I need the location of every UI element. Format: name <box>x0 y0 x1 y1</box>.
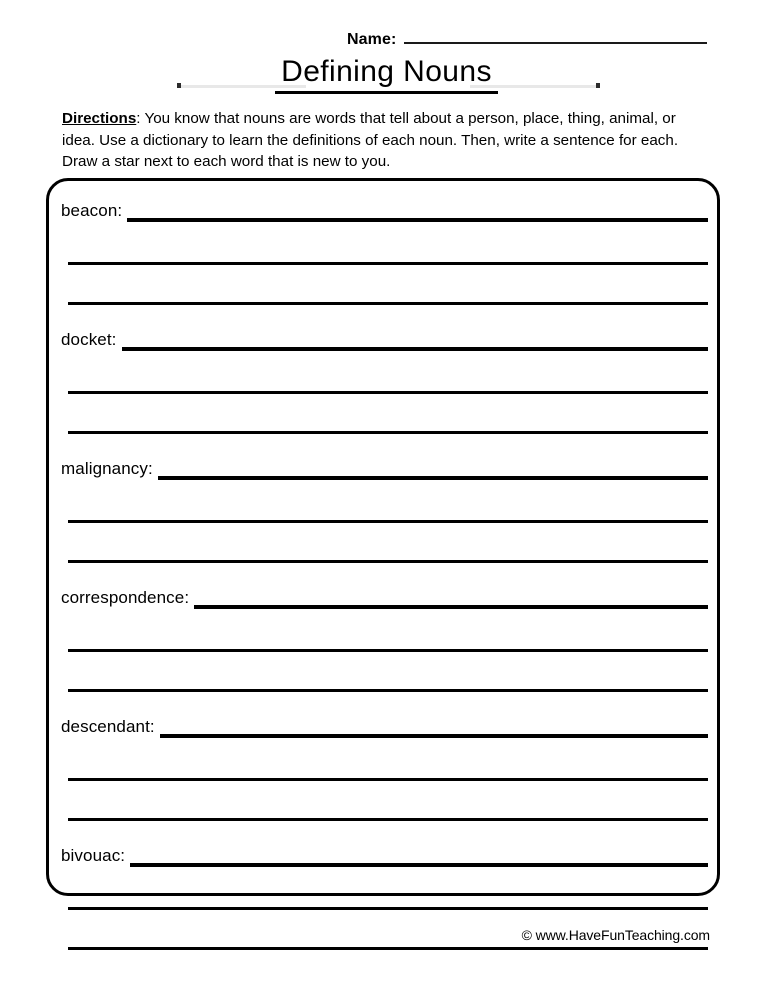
entry-write-line[interactable] <box>68 265 708 305</box>
directions-label: Directions <box>62 110 137 127</box>
entry-word-label: malignancy: <box>61 459 153 478</box>
entry-item <box>61 708 708 821</box>
entry-write-line[interactable] <box>68 738 708 781</box>
name-field-row <box>347 28 707 49</box>
name-label: Name: <box>347 31 397 48</box>
entry-write-line[interactable] <box>68 222 708 265</box>
entry-list <box>46 178 720 896</box>
entry-item <box>61 321 708 434</box>
entry-word-label: beacon: <box>61 201 123 220</box>
entry-write-line[interactable] <box>68 781 708 821</box>
entry-word-label: correspondence: <box>61 588 190 607</box>
entry-item <box>61 450 708 563</box>
entry-definition-line[interactable] <box>127 196 708 222</box>
directions-paragraph <box>62 108 692 173</box>
entry-word-row <box>61 192 708 222</box>
entry-definition-line[interactable] <box>194 583 708 609</box>
entry-write-line[interactable] <box>68 523 708 563</box>
entry-write-line[interactable] <box>68 351 708 394</box>
entry-word-label: bivouac: <box>61 846 126 865</box>
entry-word-row <box>61 579 708 609</box>
entry-item <box>61 192 708 305</box>
entry-write-line[interactable] <box>68 394 708 434</box>
entry-word-row <box>61 321 708 351</box>
entry-definition-line[interactable] <box>160 712 708 738</box>
entry-definition-line[interactable] <box>130 841 708 867</box>
page-title: Defining Nouns <box>275 56 498 94</box>
entry-word-label: descendant: <box>61 717 155 736</box>
entry-word-row <box>61 450 708 480</box>
footer-credit: © www.HaveFunTeaching.com <box>521 927 710 943</box>
entry-definition-line[interactable] <box>122 325 708 351</box>
entry-word-row <box>61 837 708 867</box>
entry-write-line[interactable] <box>68 652 708 692</box>
directions-text: You know that nouns are words that tell about a person, place, thing, animal, or idea. Use a dictionary to learn the definitions of each noun. Then, write a sentence for each. Draw a star next to each word that is new to you. <box>62 110 679 170</box>
directions-colon: : <box>136 110 141 127</box>
entry-word-row <box>61 708 708 738</box>
page-title-container <box>0 56 773 94</box>
entry-write-line[interactable] <box>68 609 708 652</box>
entry-definition-line[interactable] <box>158 454 708 480</box>
name-write-in-line[interactable] <box>404 28 707 44</box>
entry-item <box>61 579 708 692</box>
entry-write-line[interactable] <box>68 480 708 523</box>
entry-word-label: docket: <box>61 330 117 349</box>
entry-write-line[interactable] <box>68 867 708 910</box>
